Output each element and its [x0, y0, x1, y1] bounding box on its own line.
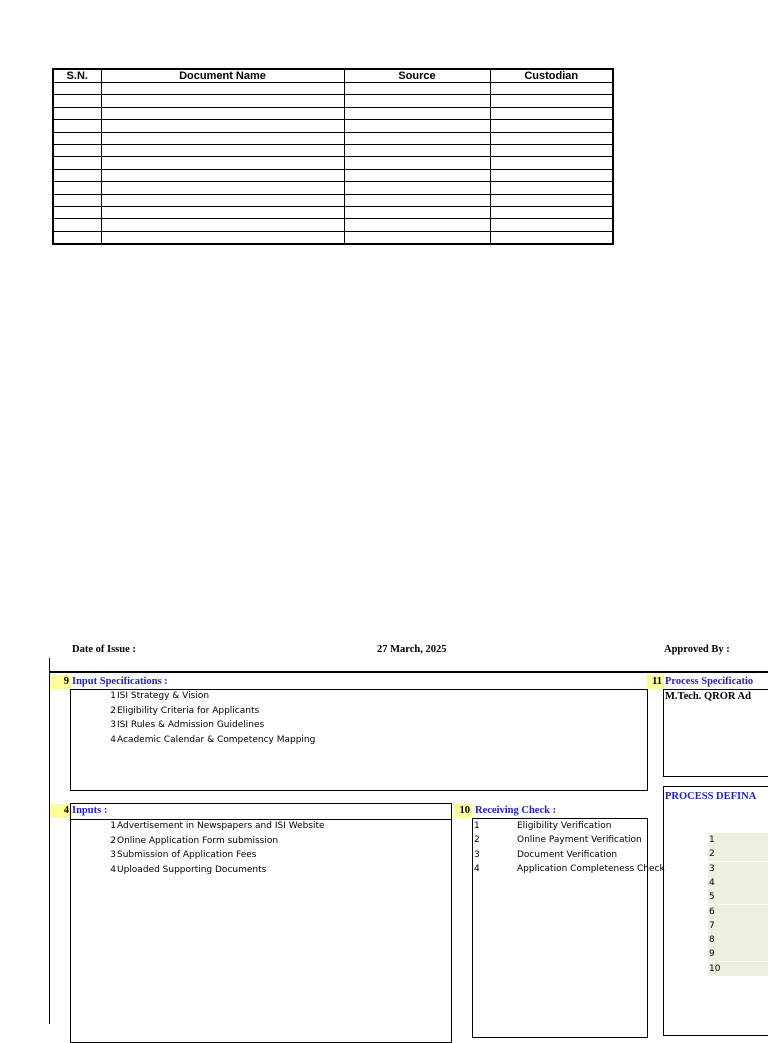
list-item: [71, 704, 315, 719]
header-document-name: Document Name: [101, 69, 344, 83]
table-cell: [101, 132, 344, 144]
process-step-number: 5: [708, 890, 768, 904]
inputs-number: 4: [50, 804, 71, 818]
receiving-check-title: Receiving Check :: [475, 805, 557, 816]
table-cell: [101, 157, 344, 169]
table-row: [53, 95, 613, 107]
table-cell: [344, 182, 490, 194]
table-cell: [490, 83, 613, 95]
table-cell: [344, 194, 490, 206]
table-cell: [101, 169, 344, 181]
table-cell: [490, 231, 613, 244]
table-cell: [344, 107, 490, 119]
date-of-issue-value: 27 March, 2025: [377, 644, 447, 655]
table-cell: [101, 120, 344, 132]
table-cell: [53, 107, 101, 119]
table-cell: [344, 120, 490, 132]
header-custodian: Custodian: [490, 69, 613, 83]
list-item-number: 3: [110, 850, 116, 860]
list-item-number: 2: [110, 705, 116, 716]
list-item-number: 2: [474, 835, 480, 846]
header-source: Source: [344, 69, 490, 83]
table-cell: [53, 83, 101, 95]
process-step-number: 3: [708, 862, 768, 876]
input-spec-list: [71, 689, 315, 747]
list-item: [71, 733, 315, 748]
list-item-text: Application Completeness Check: [517, 863, 665, 874]
table-cell: [344, 132, 490, 144]
table-cell: [53, 157, 101, 169]
list-item-text: Academic Calendar & Competency Mapping: [117, 734, 316, 745]
list-item-text: Online Application Form submission: [117, 835, 279, 846]
table-cell: [344, 83, 490, 95]
inputs-list: [71, 819, 325, 877]
list-item-number: 1: [110, 691, 116, 701]
list-item-number: 4: [474, 863, 480, 874]
list-item-text: ISI Rules & Admission Guidelines: [117, 720, 265, 730]
table-row: [53, 157, 613, 169]
list-item-number: 1: [474, 821, 480, 831]
process-spec-title: Process Specificatio: [665, 676, 754, 687]
table-cell: [490, 107, 613, 119]
list-item: [71, 848, 325, 863]
table-cell: [490, 182, 613, 194]
table-cell: [344, 169, 490, 181]
list-item: [71, 834, 325, 849]
left-frame-line: [49, 658, 50, 1024]
table-cell: [490, 206, 613, 218]
list-item-number: 4: [110, 734, 116, 745]
table-row: [53, 219, 613, 231]
table-row: [53, 120, 613, 132]
document-table: [52, 68, 614, 245]
table-row: [53, 132, 613, 144]
list-item-text: Submission of Application Fees: [117, 850, 257, 860]
table-cell: [101, 95, 344, 107]
process-definition-title: PROCESS DEFINA: [665, 791, 757, 802]
list-item: [473, 862, 673, 876]
table-row: [53, 194, 613, 206]
table-cell: [101, 231, 344, 244]
document-table-body: [53, 83, 613, 245]
receiving-check-box: [472, 818, 665, 1038]
table-cell: [490, 194, 613, 206]
list-item-text: Document Verification: [517, 849, 618, 860]
table-cell: [344, 95, 490, 107]
table-cell: [53, 219, 101, 231]
table-cell: [490, 120, 613, 132]
list-item: [71, 718, 315, 733]
list-item-number: 3: [474, 849, 480, 860]
table-cell: [53, 206, 101, 218]
table-cell: [101, 107, 344, 119]
table-cell: [53, 144, 101, 156]
table-cell: [490, 219, 613, 231]
list-item: [473, 819, 673, 833]
list-item: [71, 819, 325, 834]
list-item: [71, 863, 325, 878]
table-cell: [344, 231, 490, 244]
list-item: [473, 848, 673, 862]
table-cell: [53, 132, 101, 144]
receiving-check-number: 10: [453, 804, 472, 818]
process-step-number: 9: [708, 947, 768, 961]
table-cell: [53, 169, 101, 181]
process-step-number: 7: [708, 919, 768, 933]
table-row: [53, 169, 613, 181]
input-spec-number: 9: [50, 675, 71, 689]
table-cell: [53, 182, 101, 194]
table-row: [53, 206, 613, 218]
table-cell: [53, 95, 101, 107]
input-spec-title: Input Specifications :: [72, 676, 168, 687]
table-cell: [490, 95, 613, 107]
table-cell: [53, 120, 101, 132]
process-step-number: 10: [708, 962, 768, 976]
table-row: [53, 182, 613, 194]
list-item-text: Uploaded Supporting Documents: [117, 864, 267, 875]
table-cell: [101, 206, 344, 218]
process-step-number: 8: [708, 933, 768, 947]
table-cell: [344, 219, 490, 231]
list-item-number: 3: [110, 720, 116, 730]
date-of-issue-label: Date of Issue :: [72, 644, 136, 655]
table-cell: [101, 83, 344, 95]
list-item: [71, 689, 315, 704]
list-item-text: Eligibility Criteria for Applicants: [117, 705, 260, 716]
list-item-text: ISI Strategy & Vision: [117, 691, 210, 701]
list-item-number: 1: [110, 821, 116, 831]
table-cell: [490, 144, 613, 156]
input-spec-box: [70, 689, 648, 791]
table-cell: [53, 194, 101, 206]
table-cell: [101, 194, 344, 206]
table-cell: [490, 132, 613, 144]
table-cell: [490, 157, 613, 169]
table-cell: [490, 169, 613, 181]
process-spec-body: M.Tech. QROR Ad: [665, 691, 751, 702]
process-spec-box: [663, 689, 768, 777]
table-cell: [344, 144, 490, 156]
table-cell: [101, 182, 344, 194]
table-cell: [344, 157, 490, 169]
list-item-number: 4: [110, 864, 116, 875]
table-row: [53, 83, 613, 95]
top-frame-line: [49, 671, 768, 673]
table-row: [53, 231, 613, 244]
process-step-number: 6: [708, 905, 768, 919]
header-sn: S.N.: [53, 69, 101, 83]
table-cell: [53, 231, 101, 244]
table-row: [53, 107, 613, 119]
list-item: [473, 833, 673, 847]
table-row: [53, 144, 613, 156]
table-cell: [101, 144, 344, 156]
document-table-header-row: [53, 69, 613, 83]
list-item-number: 2: [110, 835, 116, 846]
process-step-number: 1: [708, 833, 768, 847]
list-item-text: Online Payment Verification: [517, 835, 642, 846]
inputs-box: [70, 803, 452, 1043]
list-item-text: Advertisement in Newspapers and ISI Website: [117, 821, 325, 831]
process-spec-number: 11: [646, 675, 664, 689]
table-cell: [344, 206, 490, 218]
inputs-title: Inputs :: [72, 805, 108, 816]
receiving-check-list: [473, 819, 673, 876]
table-cell: [101, 219, 344, 231]
process-step-number: 4: [708, 876, 768, 890]
list-item-text: Eligibility Verification: [517, 821, 612, 831]
approved-by-label: Approved By :: [664, 644, 730, 655]
process-step-number: 2: [708, 847, 768, 861]
